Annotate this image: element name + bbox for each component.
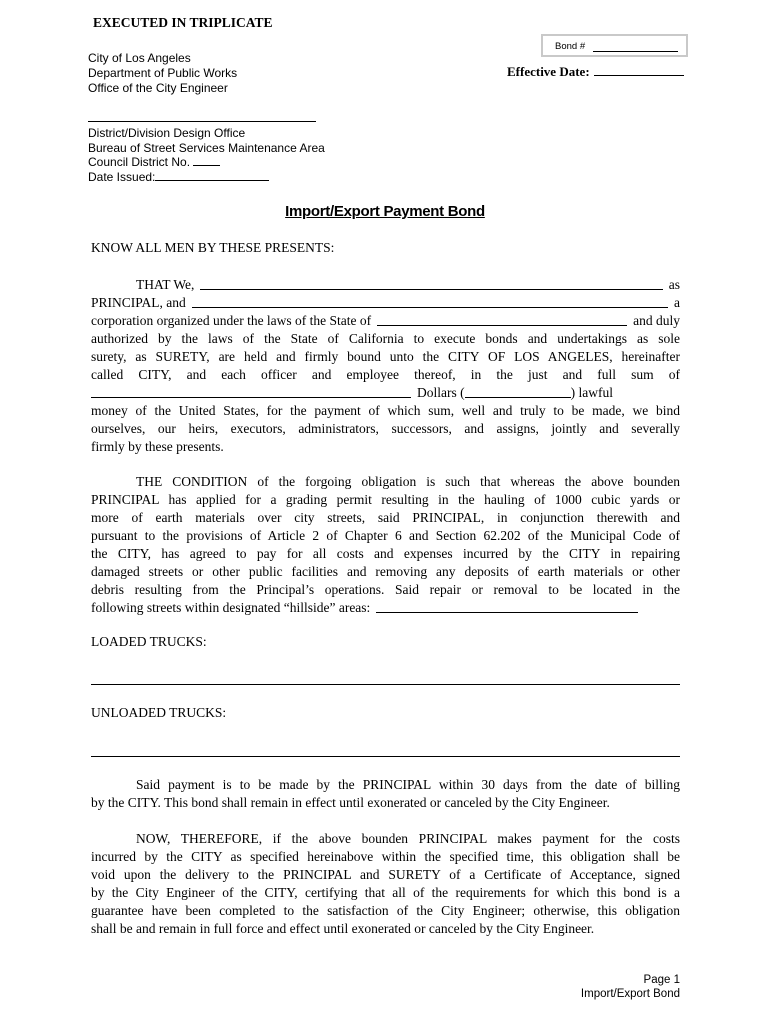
district-line: Bureau of Street Services Maintenance Area (88, 140, 325, 155)
date-issued-row (88, 170, 325, 185)
date-issued-label: Date Issued: (88, 169, 156, 184)
para-text: THAT We, (136, 277, 195, 292)
loaded-trucks-field[interactable] (91, 684, 680, 685)
para-line (91, 294, 680, 312)
executed-in-triplicate-heading: EXECUTED IN TRIPLICATE (93, 15, 273, 30)
para-line: debris resulting from the Principal’s operations. Said repair or removal to be located in the (91, 582, 680, 597)
para-text: following streets within designated “hillside” areas: (91, 600, 371, 615)
para-line: ourselves, our heirs, executors, administrators, successors, and assigns, jointly and severally (91, 421, 680, 436)
surety-name-field[interactable] (192, 307, 668, 308)
condition-paragraph (91, 473, 680, 617)
bond-number-label: Bond # (555, 41, 586, 52)
unloaded-trucks-field[interactable] (91, 756, 680, 757)
para-line (91, 384, 680, 402)
para-line: NOW, THEREFORE, if the above bounden PRINCIPAL makes payment for the costs (136, 831, 680, 846)
para-line: shall be and remain in full force and effect until exonerated or canceled by the City Engineer. (91, 921, 595, 936)
para-line: Said payment is to be made by the PRINCIPAL within 30 days from the date of billing (136, 777, 680, 792)
council-district-label: Council District No. (88, 155, 191, 169)
para-line: surety, as SURETY, are held and firmly bound unto the CITY OF LOS ANGELES, hereinafter (91, 349, 680, 364)
para-text: Dollars ( (417, 385, 465, 400)
para-line: pursuant to the provisions of Article 2 of Chapter 6 and Section 62.202 of the Municipal Code of (91, 528, 680, 543)
para-text: PRINCIPAL, and (91, 295, 186, 310)
address-line: Office of the City Engineer (88, 81, 228, 95)
para-text: as (668, 277, 680, 292)
payment-paragraph (91, 776, 680, 812)
loaded-trucks-label: LOADED TRUCKS: (91, 634, 207, 649)
para-line: called CITY, and each officer and employee thereof, in the just and full sum of (91, 367, 680, 382)
document-title: Import/Export Payment Bond (285, 203, 485, 220)
para-text: ) lawful (570, 385, 613, 400)
hillside-streets-field[interactable] (376, 612, 638, 613)
amount-figures-field[interactable] (465, 397, 571, 398)
address-line: City of Los Angeles (88, 51, 191, 65)
effective-date-label: Effective Date: (507, 64, 590, 79)
amount-words-field[interactable] (91, 397, 411, 398)
para-line (91, 312, 680, 330)
unloaded-trucks-label: UNLOADED TRUCKS: (91, 705, 227, 720)
council-district-row (88, 155, 325, 170)
city-address-block (88, 51, 237, 96)
para-line: guarantee have been completed to the satisfaction of the City Engineer; otherwise, this obligation (91, 903, 680, 918)
therefore-paragraph (91, 830, 680, 938)
date-issued-field[interactable] (155, 170, 269, 181)
page-number: Page 1 (643, 974, 680, 986)
para-line: by the CITY. This bond shall remain in effect until exonerated or canceled by the City Engineer. (91, 795, 610, 810)
district-info-block (88, 126, 325, 184)
council-district-field[interactable] (193, 155, 220, 166)
para-line (91, 276, 680, 294)
signature-rule (88, 121, 316, 122)
effective-date-field[interactable] (594, 65, 684, 76)
page-footer (581, 973, 680, 1001)
para-line: incurred by the CITY as specified hereinabove within the specified time, this obligation shall be (91, 849, 680, 864)
para-line: void upon the delivery to the PRINCIPAL and SURETY of a Certificate of Acceptance, signed (91, 867, 680, 882)
effective-date (507, 64, 684, 80)
know-all-men-heading: KNOW ALL MEN BY THESE PRESENTS: (91, 240, 335, 255)
para-text: a (674, 295, 680, 310)
principal-name-field[interactable] (200, 289, 662, 290)
para-line: the CITY, has agreed to pay for all costs and expenses incurred by the CITY in repairing (91, 546, 680, 561)
para-line (91, 599, 680, 617)
para-line: firmly by these presents. (91, 439, 224, 454)
para-line: PRINCIPAL has applied for a grading permit resulting in the hauling of 1000 cubic yards or (91, 492, 680, 507)
district-line: District/Division Design Office (88, 126, 246, 140)
para-text: corporation organized under the laws of the State of (91, 313, 372, 328)
para-line: by the City Engineer of the CITY, certifying that all of the requirements for which this bond is a (91, 885, 680, 900)
obligation-paragraph (91, 276, 680, 456)
state-field[interactable] (377, 325, 627, 326)
bond-number-box[interactable] (541, 34, 688, 57)
para-line: THE CONDITION of the forgoing obligation is such that whereas the above bounden (136, 474, 680, 489)
para-line: more of earth materials over city streets, said PRINCIPAL, in conjunction therewith and (91, 510, 680, 525)
bond-number-field[interactable] (593, 51, 678, 52)
footer-document-name: Import/Export Bond (580, 988, 680, 1000)
address-line: Department of Public Works (88, 66, 238, 80)
para-text: and duly (633, 313, 680, 328)
para-line: damaged streets or other public facilities and removing any deposits of earth materials or other (91, 564, 680, 579)
para-line: authorized by the laws of the State of California to execute bonds and undertakings as sole (91, 331, 680, 346)
para-line: money of the United States, for the payment of which sum, well and truly to be made, we bind (91, 403, 680, 418)
